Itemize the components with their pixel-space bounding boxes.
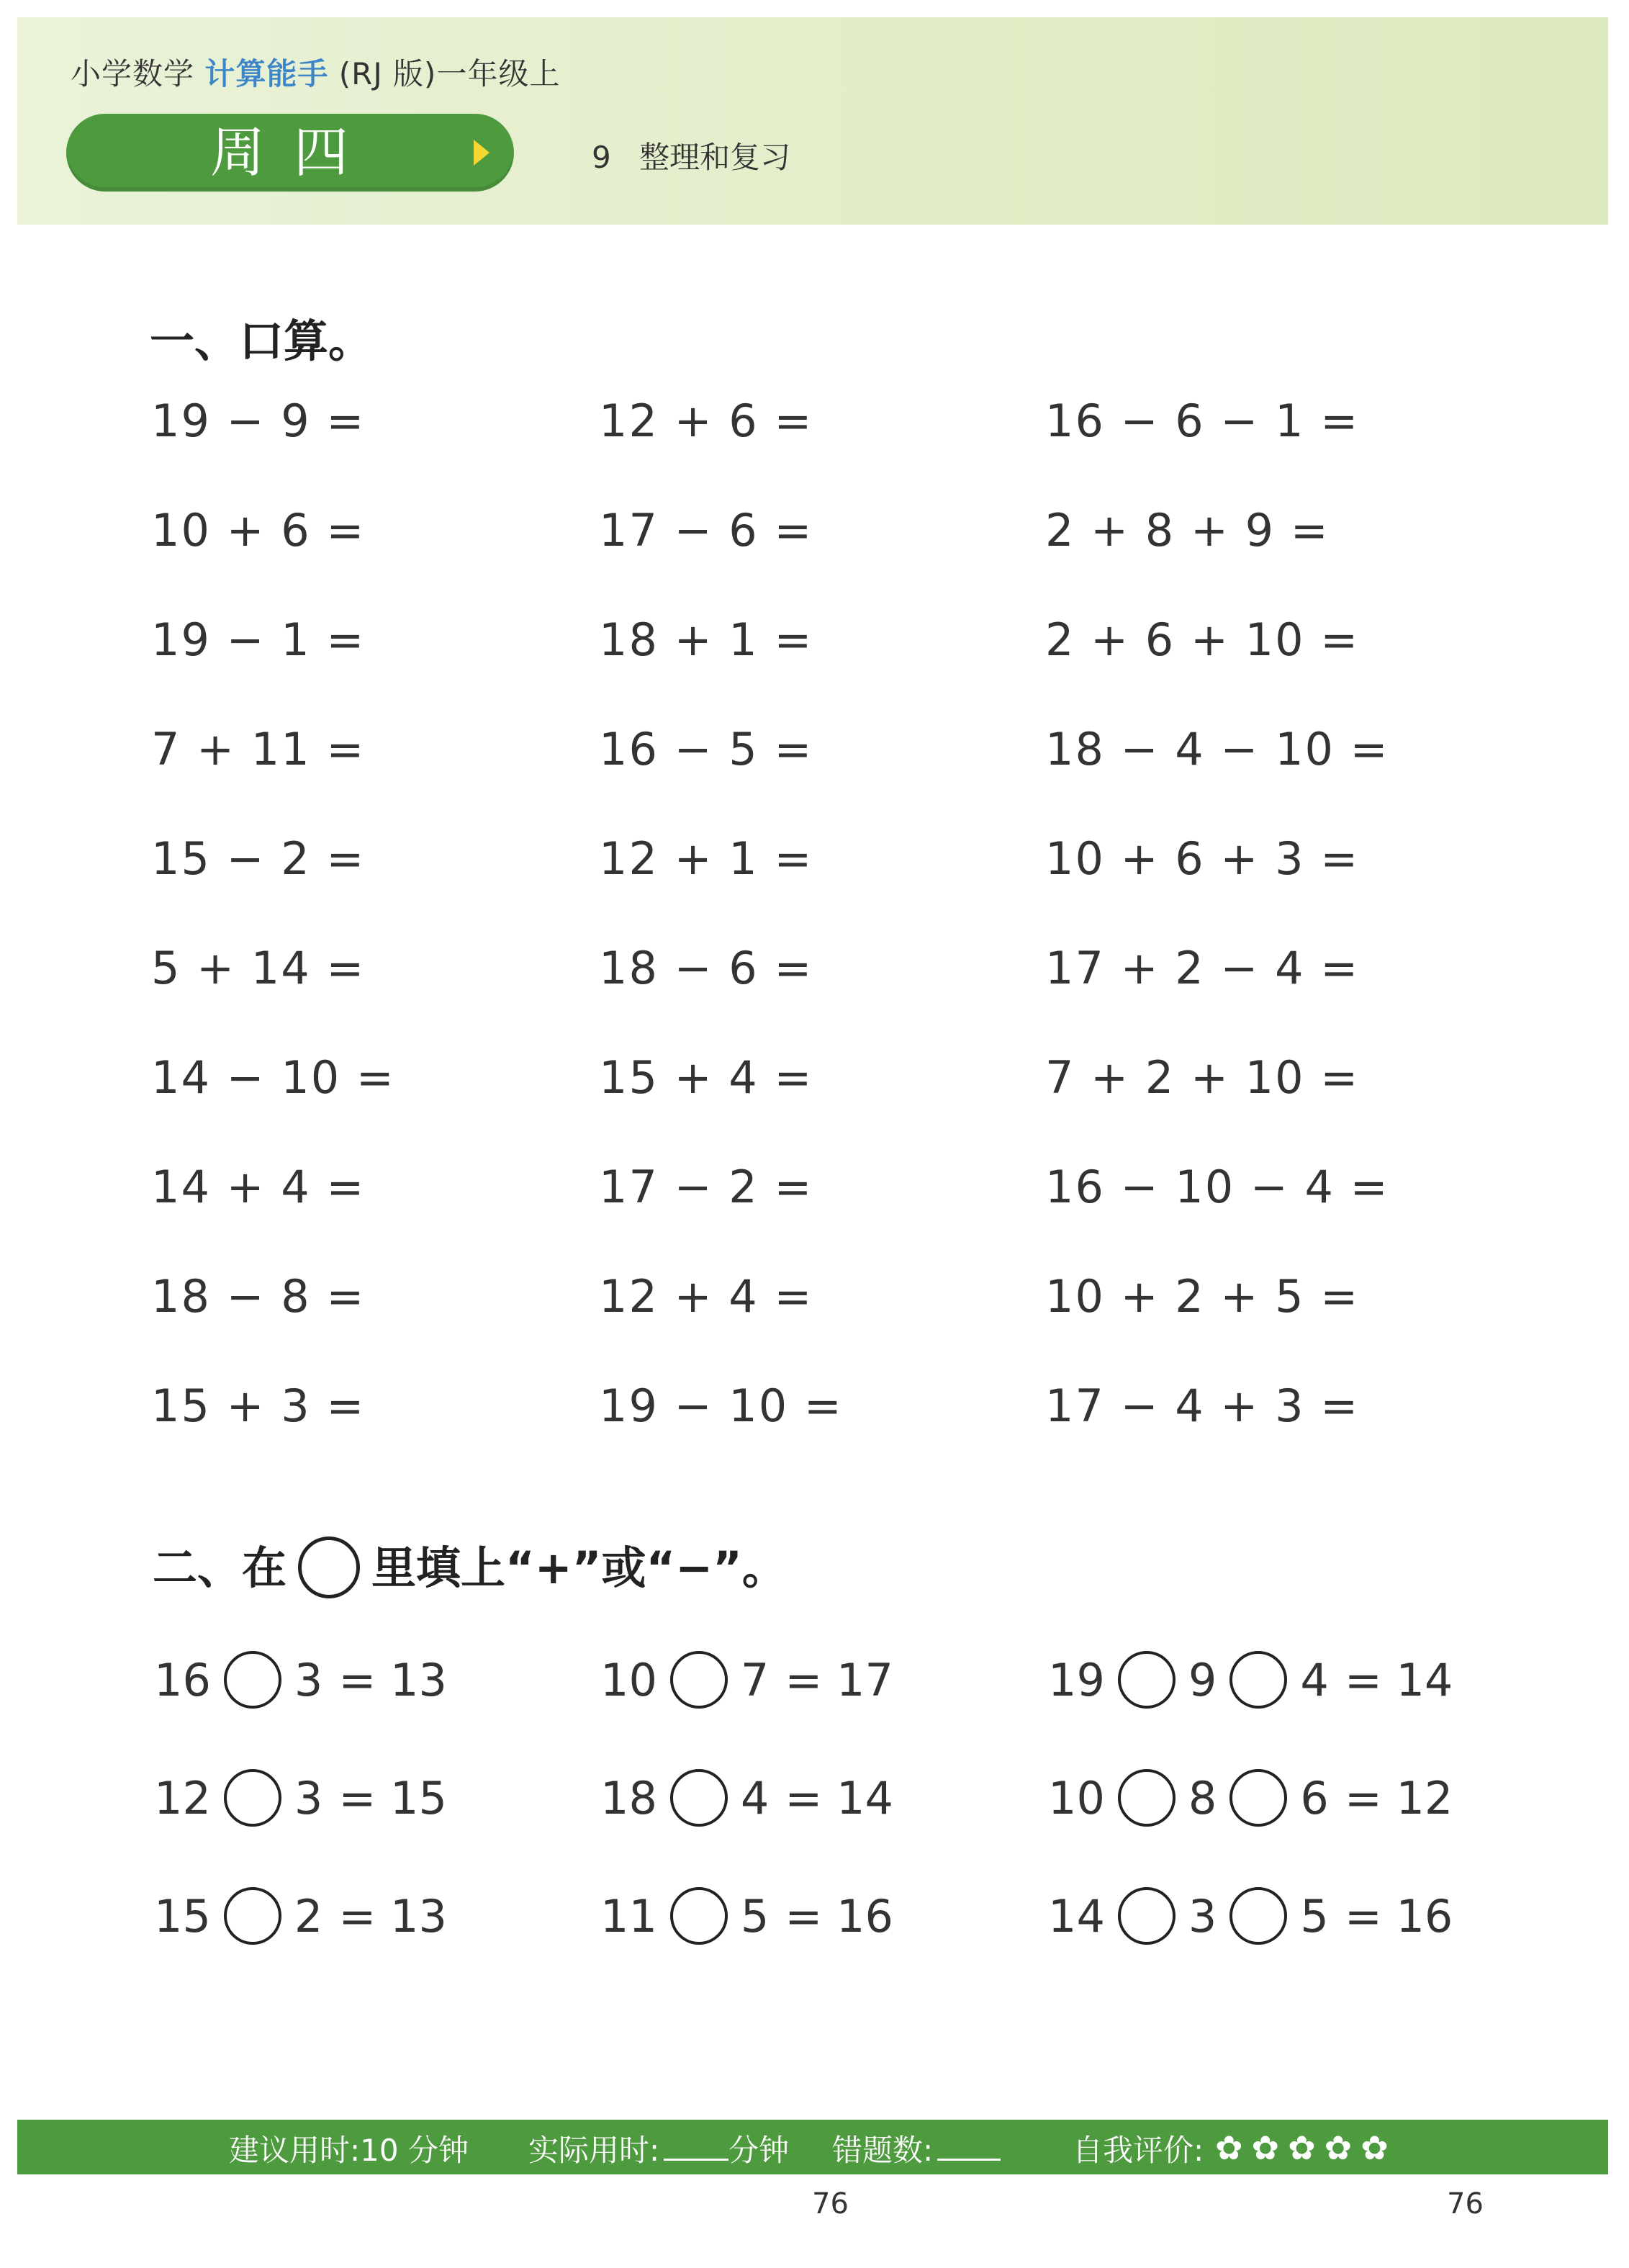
flower-star-icon[interactable]: ✿ xyxy=(1360,2128,1389,2167)
series-title xyxy=(71,50,560,94)
result: = 17 xyxy=(785,1653,893,1706)
result: = 15 xyxy=(338,1771,447,1824)
result: = 16 xyxy=(785,1889,893,1943)
expression-item: 15 − 2 = xyxy=(151,832,366,885)
flower-star-icon[interactable]: ✿ xyxy=(1215,2128,1243,2167)
self-eval-label: 自我评价: xyxy=(1073,2133,1204,2168)
operator-circle[interactable] xyxy=(1229,1651,1287,1709)
page-number-center: 76 xyxy=(812,2187,849,2220)
series-suffix: (RJ 版)一年级上 xyxy=(338,56,561,91)
actual-time-blank[interactable] xyxy=(664,2134,728,2161)
expression-item: 18 − 8 = xyxy=(151,1270,366,1323)
expression-item: 7 + 2 + 10 = xyxy=(1045,1051,1360,1104)
expression-item: 16 − 5 = xyxy=(599,723,813,775)
fill-operator-item xyxy=(154,1884,447,1948)
fill-operator-item xyxy=(1048,1647,1453,1712)
fill-operator-item xyxy=(600,1884,893,1948)
fill-operator-item xyxy=(600,1765,893,1830)
operand: 10 xyxy=(600,1653,657,1706)
expression-item: 12 + 4 = xyxy=(599,1270,813,1323)
operand: 3 xyxy=(294,1771,323,1824)
operand: 4 xyxy=(740,1771,770,1824)
operand: 6 xyxy=(1300,1771,1329,1824)
expression-item: 19 − 9 = xyxy=(151,395,366,447)
error-count-blank[interactable] xyxy=(937,2134,1001,2161)
error-count xyxy=(832,2127,1001,2170)
operand: 3 xyxy=(1188,1889,1217,1943)
fill-operator-item xyxy=(154,1765,447,1830)
operand: 7 xyxy=(740,1653,770,1706)
fill-operator-item xyxy=(600,1647,893,1712)
operand: 12 xyxy=(154,1771,211,1824)
operator-circle[interactable] xyxy=(224,1887,281,1945)
operator-circle[interactable] xyxy=(1118,1769,1176,1827)
unit-label: 9 整理和复习 xyxy=(592,140,791,175)
fill-operator-item xyxy=(1048,1884,1453,1948)
result: = 13 xyxy=(338,1653,447,1706)
expression-item: 12 + 6 = xyxy=(599,395,813,447)
expression-item: 7 + 11 = xyxy=(151,723,366,775)
operand: 5 xyxy=(740,1889,770,1943)
error-count-label: 错题数: xyxy=(832,2133,934,2168)
operand: 11 xyxy=(600,1889,657,1943)
operand: 14 xyxy=(1048,1889,1105,1943)
actual-time-label: 实际用时: xyxy=(528,2133,660,2168)
expression-item: 14 − 10 = xyxy=(151,1051,395,1104)
operator-circle[interactable] xyxy=(670,1651,728,1709)
expression-item: 12 + 1 = xyxy=(599,832,813,885)
expression-item: 17 − 4 + 3 = xyxy=(1045,1380,1360,1432)
expression-item: 2 + 8 + 9 = xyxy=(1045,504,1330,557)
expression-item: 18 − 6 = xyxy=(599,942,813,994)
fill-operator-item xyxy=(154,1647,447,1712)
operand: 3 xyxy=(294,1653,323,1706)
operator-circle[interactable] xyxy=(670,1887,728,1945)
operand: 2 xyxy=(294,1889,323,1943)
operand: 18 xyxy=(600,1771,657,1824)
expression-item: 16 − 6 − 1 = xyxy=(1045,395,1360,447)
flower-star-icon[interactable]: ✿ xyxy=(1324,2128,1353,2167)
self-eval-stars xyxy=(1215,2128,1389,2167)
expression-item: 18 + 1 = xyxy=(599,613,813,666)
expression-item: 2 + 6 + 10 = xyxy=(1045,613,1360,666)
operator-circle[interactable] xyxy=(224,1651,281,1709)
day-label: 周四 xyxy=(210,120,377,184)
operand: 8 xyxy=(1188,1771,1217,1824)
operand: 15 xyxy=(154,1889,211,1943)
section2-heading xyxy=(153,1532,787,1598)
operator-circle[interactable] xyxy=(1229,1769,1287,1827)
section2-heading-after: 里填上“+”或“−”。 xyxy=(371,1542,787,1594)
operator-circle[interactable] xyxy=(1118,1651,1176,1709)
actual-time-unit: 分钟 xyxy=(728,2133,790,2168)
result: = 12 xyxy=(1344,1771,1453,1824)
result: = 13 xyxy=(338,1889,447,1943)
expression-item: 10 + 6 = xyxy=(151,504,366,557)
operator-circle[interactable] xyxy=(224,1769,281,1827)
expression-item: 14 + 4 = xyxy=(151,1161,366,1213)
expression-item: 5 + 14 = xyxy=(151,942,366,994)
expression-item: 19 − 1 = xyxy=(151,613,366,666)
suggested-time: 建议用时:10 分钟 xyxy=(229,2133,469,2168)
fill-operator-item xyxy=(1048,1765,1453,1830)
expression-item: 15 + 4 = xyxy=(599,1051,813,1104)
flower-star-icon[interactable]: ✿ xyxy=(1288,2128,1316,2167)
page-number-right: 76 xyxy=(1447,2187,1484,2220)
operand: 5 xyxy=(1300,1889,1329,1943)
operand: 9 xyxy=(1188,1653,1217,1706)
result: = 16 xyxy=(1344,1889,1453,1943)
section1-heading: 一、口算。 xyxy=(150,315,374,367)
result: = 14 xyxy=(1344,1653,1453,1706)
series-brand: 计算能手 xyxy=(204,56,329,91)
operator-circle[interactable] xyxy=(670,1769,728,1827)
result: = 14 xyxy=(785,1771,893,1824)
operand: 4 xyxy=(1300,1653,1329,1706)
expression-item: 17 − 6 = xyxy=(599,504,813,557)
triangle-arrow-icon xyxy=(474,140,489,166)
flower-star-icon[interactable]: ✿ xyxy=(1251,2128,1280,2167)
operator-circle[interactable] xyxy=(1118,1887,1176,1945)
expression-item: 15 + 3 = xyxy=(151,1380,366,1432)
series-prefix: 小学数学 xyxy=(71,56,195,91)
expression-item: 19 − 10 = xyxy=(599,1380,843,1432)
operand: 10 xyxy=(1048,1771,1105,1824)
expression-item: 10 + 6 + 3 = xyxy=(1045,832,1360,885)
expression-item: 17 + 2 − 4 = xyxy=(1045,942,1360,994)
expression-item: 18 − 4 − 10 = xyxy=(1045,723,1389,775)
operand: 16 xyxy=(154,1653,211,1706)
expression-item: 17 − 2 = xyxy=(599,1161,813,1213)
actual-time xyxy=(528,2127,789,2170)
operator-circle[interactable] xyxy=(1229,1887,1287,1945)
operand: 19 xyxy=(1048,1653,1105,1706)
section2-heading-before: 二、在 xyxy=(153,1542,287,1594)
circle-icon xyxy=(298,1536,360,1598)
day-banner xyxy=(66,114,514,192)
expression-item: 16 − 10 − 4 = xyxy=(1045,1161,1389,1213)
expression-item: 10 + 2 + 5 = xyxy=(1045,1270,1360,1323)
